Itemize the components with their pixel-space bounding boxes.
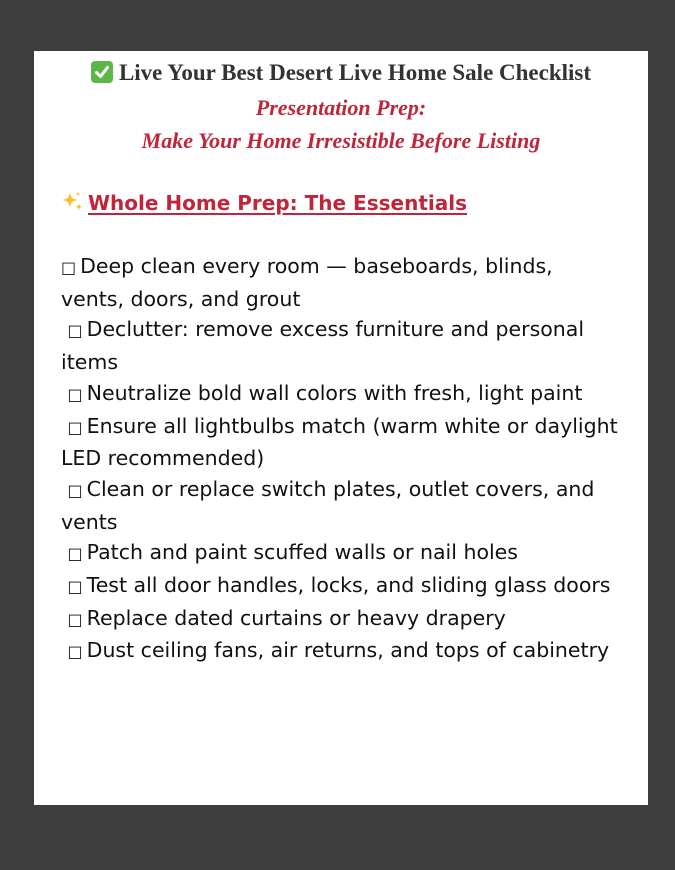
checkbox-icon: □ <box>67 417 83 437</box>
list-item: □ Test all door handles, locks, and sliding glass doors <box>67 573 611 598</box>
list-item: □ Dust ceiling fans, air returns, and tops of cabinetry <box>67 638 610 663</box>
checkbox-icon: □ <box>67 321 83 341</box>
checkbox-icon: □ <box>67 480 83 500</box>
check-mark-button-icon <box>91 61 113 83</box>
checkbox-icon: □ <box>67 544 83 564</box>
checkbox-icon: □ <box>61 258 77 277</box>
list-item: □ Clean or replace switch plates, outlet covers, and vents <box>61 476 595 534</box>
subtitle-line-1: Presentation Prep: <box>255 95 427 120</box>
list-item: □ Patch and paint scuffed walls or nail holes <box>67 540 518 565</box>
section-heading <box>60 190 467 215</box>
list-item: □ Declutter: remove excess furniture and personal items <box>61 317 585 375</box>
list-item: □ Deep clean every room — baseboards, blinds, vents, doors, and grout <box>61 254 553 311</box>
subtitle-line-2: Make Your Home Irresistible Before Listing <box>141 128 541 153</box>
document-page <box>34 51 648 805</box>
list-item: □ Replace dated curtains or heavy drapery <box>67 605 506 630</box>
list-item: □ Neutralize bold wall colors with fresh, light paint <box>67 380 583 405</box>
checkbox-icon: □ <box>67 384 83 404</box>
checkbox-icon: □ <box>67 609 83 629</box>
page-title-text: Live Your Best Desert Live Home Sale Checklist <box>118 60 592 85</box>
sparkles-icon <box>60 190 84 214</box>
page-title <box>34 60 648 86</box>
checkbox-icon: □ <box>67 642 83 662</box>
list-item: □ Ensure all lightbulbs match (warm white or daylight LED recommended) <box>61 413 618 471</box>
checklist <box>61 251 621 668</box>
section-heading-text: Whole Home Prep: The Essentials <box>88 191 467 215</box>
checkbox-icon: □ <box>67 577 83 597</box>
